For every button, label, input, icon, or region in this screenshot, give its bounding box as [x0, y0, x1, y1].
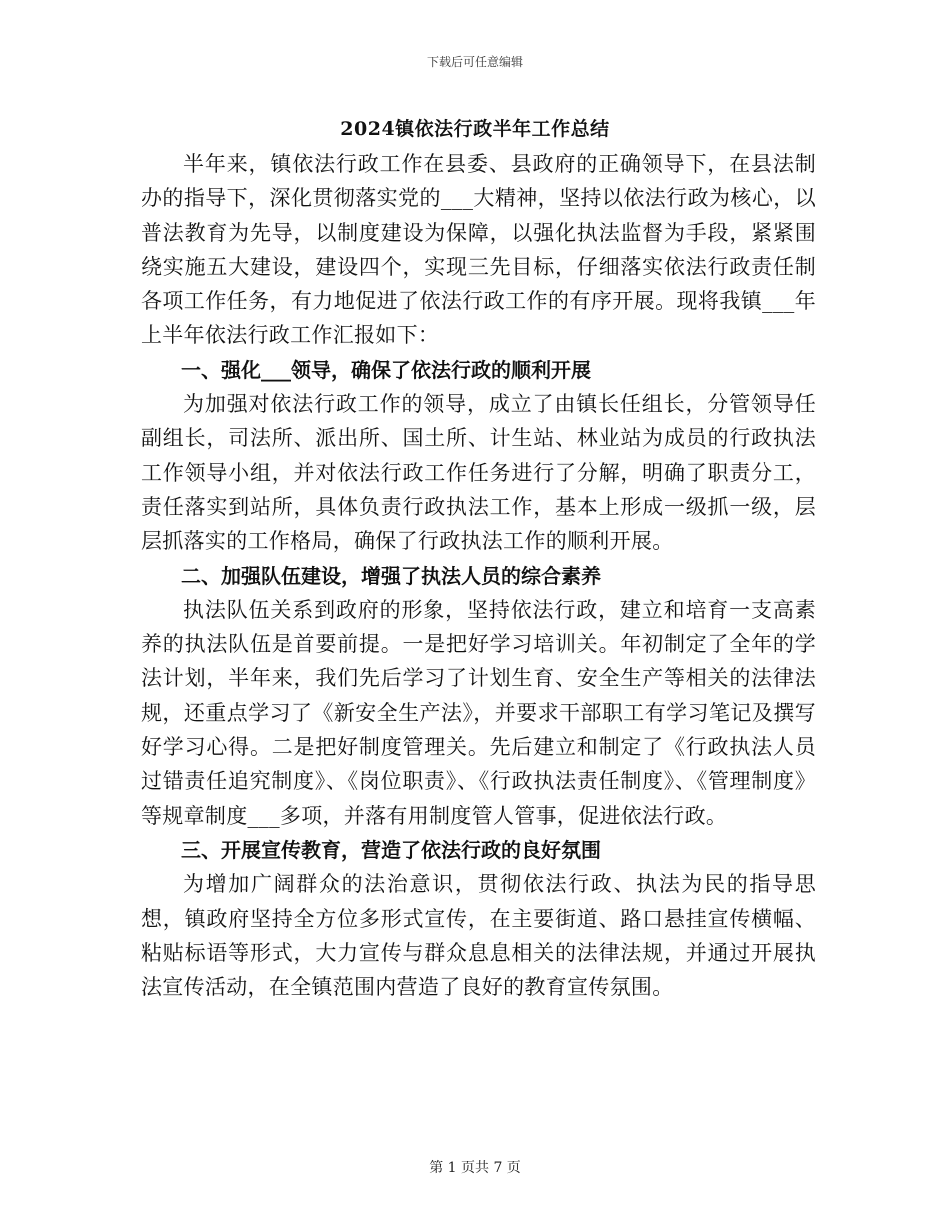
page-number: 第 1 页共 7 页: [429, 1160, 521, 1176]
section-heading-1: 一、强化___领导，确保了依法行政的顺利开展: [181, 357, 591, 382]
section-heading-2: 二、加强队伍建设，增强了执法人员的综合素养: [181, 563, 601, 588]
section-body-3: 为增加广阔群众的法治意识，贯彻依法行政、执法为民的指导思想，镇政府坚持全方位多形式宣传，在主要街道、路口悬挂宣传横幅、粘贴标语等形式，大力宣传与群众息息相关的法律法规，并通过开展执法宣传活动，在全镇范围内营造了良好的教育宣传氛围。: [141, 872, 816, 1000]
header-note: 下载后可任意编辑: [426, 55, 523, 69]
document-body: [141, 147, 816, 1004]
section-body-2: 执法队伍关系到政府的形象，坚持依法行政，建立和培育一支高素养的执法队伍是首要前提。一是把好学习培训关。年初制定了全年的学法计划，半年来，我们先后学习了计划生育、安全生产等相关的法律法规，还重点学习了《新安全生产法》，并要求干部职工有学习笔记及撰写好学习心得。二是把好制度管理关。先后建立和制定了《行政执法人员过错责任追究制度》、《岗位职责》、《行政执法责任制度》、《管理制度》等规章制度___多项，并落有用制度管人管事，促进依法行政。: [141, 597, 816, 828]
section-heading-3: 三、开展宣传教育，营造了依法行政的良好氛围: [181, 837, 601, 862]
intro-paragraph: 半年来，镇依法行政工作在县委、县政府的正确领导下，在县法制办的指导下，深化贯彻落实党的___大精神，坚持以依法行政为核心，以普法教育为先导，以制度建设为保障，以强化执法监督为手段，紧紧围绕实施五大建设，建设四个，实现三先目标，仔细落实依法行政责任制各项工作任务，有力地促进了依法行政工作的有序开展。现将我镇___年上半年依法行政工作汇报如下：: [141, 152, 816, 348]
document-title: 2024镇依法行政半年工作总结: [340, 118, 610, 140]
section-body-1: 为加强对依法行政工作的领导，成立了由镇长任组长，分管领导任副组长，司法所、派出所、国土所、计生站、林业站为成员的行政执法工作领导小组，并对依法行政工作任务进行了分解，明确了职责分工，责任落实到站所，具体负责行政执法工作，基本上形成一级抓一级，层层抓落实的工作格局，确保了行政执法工作的顺利开展。: [141, 392, 816, 554]
